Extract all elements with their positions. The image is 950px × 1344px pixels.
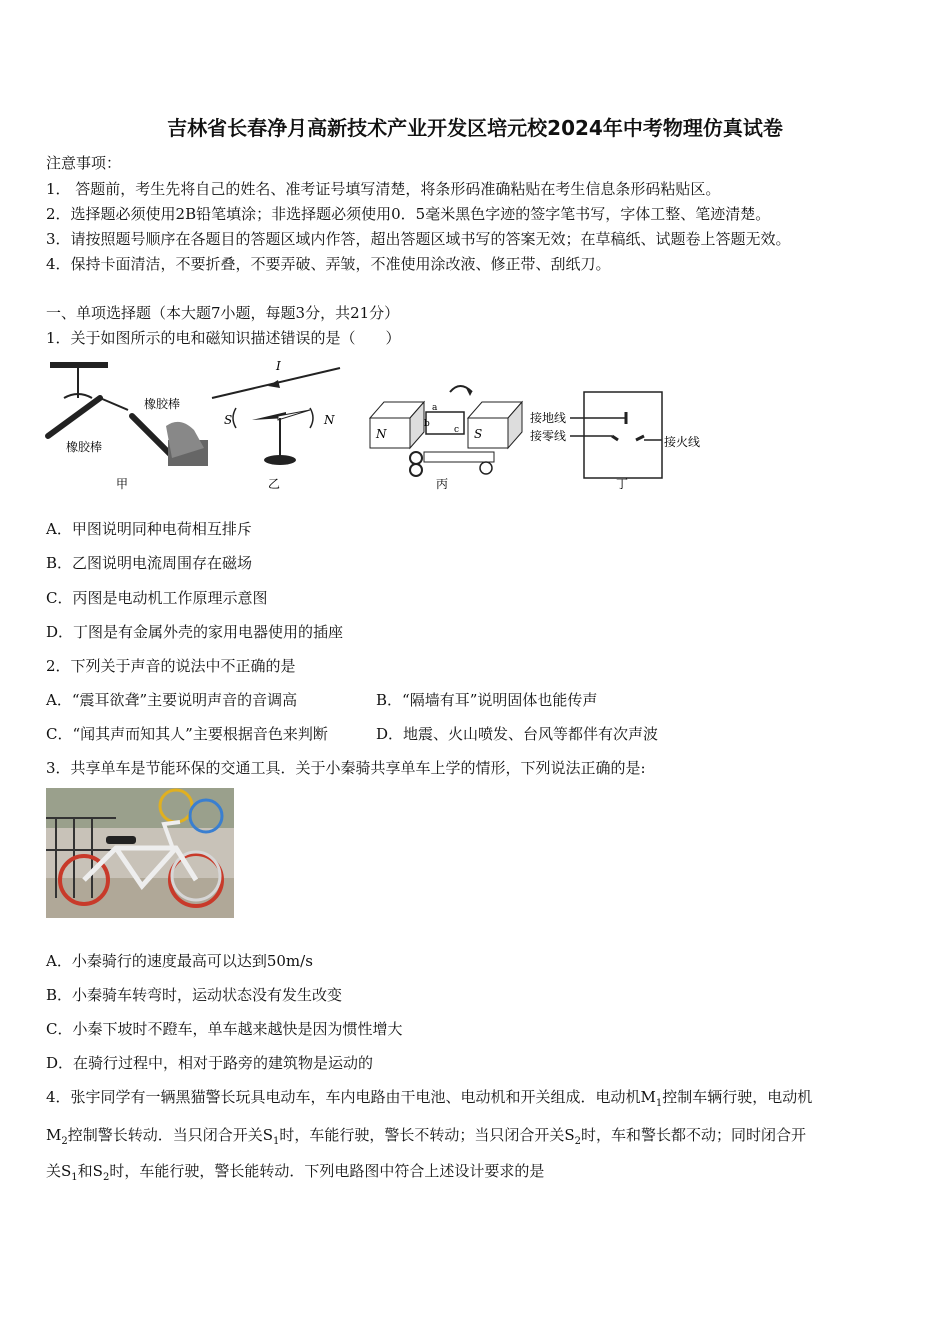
bing-caption: 丙 (436, 477, 449, 491)
jia-rod-label-1: 橡胶棒 (66, 440, 103, 454)
option: B．“隔墙有耳”说明固体也能传声 (376, 691, 598, 709)
ding-neutral-label: 接零线 (530, 429, 567, 443)
bing-a-label: a (432, 403, 438, 413)
option: C．“闻其声而知其人”主要根据音色来判断 (46, 725, 328, 743)
notes-heading: 注意事项： (46, 154, 122, 172)
option: C．丙图是电动机工作原理示意图 (46, 589, 268, 607)
page-title: 吉林省长春净月高新技术产业开发区培元校2024年中考物理仿真试卷 (167, 116, 783, 140)
notes-item: 3．请按照题号顺序在各题目的答题区域内作答，超出答题区域书写的答案无效；在草稿纸、试题卷上答题无效。 (46, 230, 791, 248)
shared-bicycle-photo (46, 788, 234, 918)
question-3-stem: 3．共享单车是节能环保的交通工具．关于小秦骑共享单车上学的情形，下列说法正确的是: (46, 759, 646, 777)
ding-earth-label: 接地线 (530, 411, 567, 425)
yi-s-label: S (224, 413, 233, 427)
ding-caption: 丁 (616, 477, 629, 491)
question-4-line-2: $M_2$控制警长转动．当只闭合开关$S_1$时，车能行驶，警长不转动；当只闭合开关$S_2$时，车和警长都不动；同时闭合开 (46, 1126, 807, 1147)
bing-b-label: b (424, 419, 430, 429)
question-1-stem: 1．关于如图所示的电和磁知识描述错误的是（ ） (46, 329, 401, 347)
bing-s-label: S (474, 427, 483, 441)
option: B．乙图说明电流周围存在磁场 (46, 554, 253, 572)
notes-item: 4．保持卡面清洁，不要折叠，不要弄破、弄皱，不准使用涂改液、修正带、刮纸刀。 (46, 255, 611, 273)
yi-caption: 乙 (268, 477, 281, 491)
option: A．“震耳欲聋”主要说明声音的音调高 (46, 691, 298, 709)
option: A．小秦骑行的速度最高可以达到50m/s (46, 952, 313, 970)
figure-jia (48, 362, 208, 491)
q1-figure (40, 356, 720, 496)
question-2-stem: 2．下列关于声音的说法中不正确的是 (46, 657, 296, 675)
option: D．在骑行过程中，相对于路旁的建筑物是运动的 (46, 1054, 374, 1072)
notes-item: 1． 答题前，考生先将自己的姓名、准考证号填写清楚，将条形码准确粘贴在考生信息条形码粘贴区。 (46, 180, 721, 198)
bing-c-label: c (454, 425, 460, 435)
figure-yi (212, 359, 340, 491)
option: A．甲图说明同种电荷相互排斥 (46, 520, 252, 538)
figure-ding (530, 392, 700, 491)
bing-n-label: N (376, 427, 387, 441)
ding-live-label: 接火线 (664, 435, 701, 449)
yi-current-label: I (276, 359, 281, 373)
question-4-line-1: 4．张宇同学有一辆黑猫警长玩具电动车，车内电路由干电池、电动机和开关组成．电动机$M_1$控制车辆行驶，电动机 (46, 1088, 813, 1109)
option: D．地震、火山喷发、台风等都伴有次声波 (376, 725, 659, 743)
yi-n-label: N (324, 413, 335, 427)
jia-caption: 甲 (116, 477, 129, 491)
jia-rod-label-2: 橡胶棒 (144, 397, 181, 411)
question-4-line-3: 关$S_1$和$S_2$时，车能行驶，警长能转动．下列电路图中符合上述设计要求的是 (46, 1162, 545, 1183)
option: B．小秦骑车转弯时，运动状态没有发生改变 (46, 986, 343, 1004)
option: C．小秦下坡时不蹬车，单车越来越快是因为惯性增大 (46, 1020, 403, 1038)
figure-bing (370, 386, 522, 491)
option: D．丁图是有金属外壳的家用电器使用的插座 (46, 623, 344, 641)
section-heading: 一、单项选择题（本大题7小题，每题3分，共21分） (46, 304, 400, 322)
notes-item: 2．选择题必须使用2B铅笔填涂；非选择题必须使用0．5毫米黑色字迹的签字笔书写，字体工整、笔迹清楚。 (46, 205, 771, 223)
